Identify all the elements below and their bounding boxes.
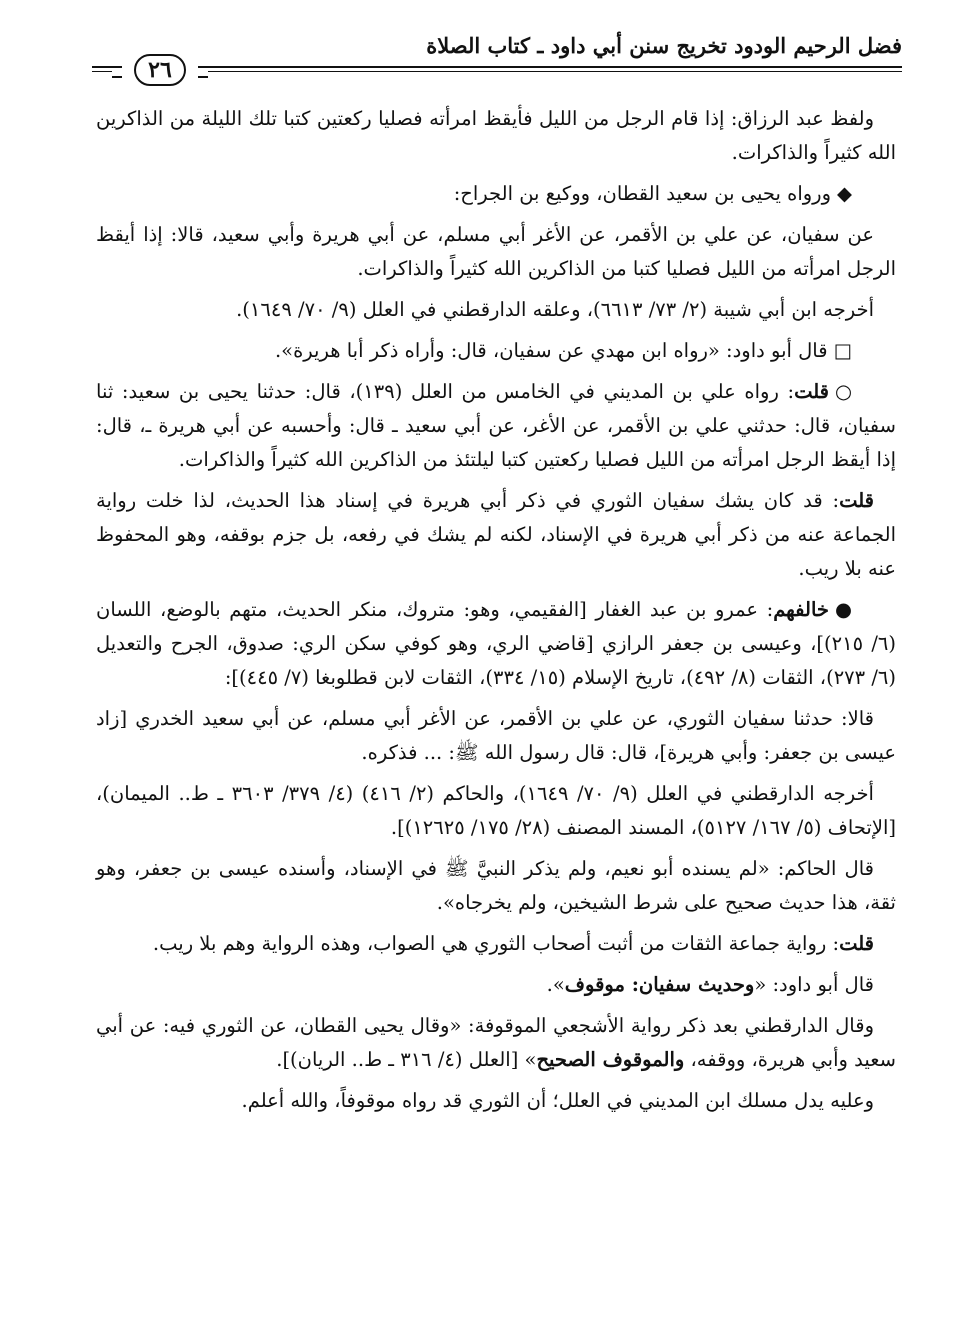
paragraph-text: أخرجه الدارقطني في العلل (٩/ ٧٠/ ١٦٤٩)، والحاكم (٢/ ٤١٦) (٤/ ٣٧٩/ ٣٦٠٣ ـ ط.. الميمان)، [الإتحاف (٥/ ١٦٧/ ٥١٢٧)، المسند المصنف (٢٨/ ١٧٥/ ١٢٦٢٥)]. — [96, 782, 896, 839]
paragraph-text: ». — [546, 973, 565, 996]
paragraph — [96, 102, 896, 170]
paragraph-text: ولفظ عبد الرزاق: إذا قام الرجل من الليل فأيقظ امرأته فصليا ركعتين كتبا تلك الليلة من الذاكرين الله كثيراً والذاكرات. — [96, 107, 896, 164]
paragraph — [96, 927, 896, 961]
paragraph-text: أخرجه ابن أبي شيبة (٢/ ٧٣/ ٦٦١٣)، وعلقه الدارقطني في العلل (٩/ ٧٠/ ١٦٤٩). — [236, 298, 874, 321]
paragraph-text: ورواه يحيى بن سعيد القطان، ووكيع بن الجراح: — [453, 182, 831, 205]
bold-term: قلت — [839, 932, 874, 955]
header-rule — [92, 66, 902, 70]
bold-term: خالفهم — [773, 598, 829, 621]
paragraph — [96, 1009, 896, 1077]
paragraph-text: : قد كان يشك سفيان الثوري في ذكر أبي هريرة في إسناد هذا الحديث، لذا خلت رواية الجماعة عنه من ذكر أبي هريرة في الإسناد، لكنه لم يشك في رفعه، بل جزم بوقفه، وهو المحفوظ عنه بلا ريب. — [96, 489, 896, 580]
paragraph — [96, 968, 896, 1002]
bold-term: وحديث سفيان: موقوف — [564, 973, 755, 996]
paragraph-text: قال أبو داود: « — [754, 973, 874, 996]
page-body — [96, 102, 896, 1125]
paragraph-text: قالا: حدثنا سفيان الثوري، عن علي بن الأقمر، عن الأغر أبي مسلم، عن أبي سعيد الخدري [زاد عيسى بن جعفر: وأبي هريرة]، قال: قال رسول الله ﷺ: ... فذكره. — [96, 707, 896, 764]
page-header — [92, 30, 902, 90]
bold-term: قلت — [839, 489, 874, 512]
paragraph — [96, 218, 896, 286]
paragraph-marker-icon: ○ — [835, 380, 853, 403]
paragraph — [96, 177, 896, 211]
paragraph — [96, 375, 896, 477]
paragraph-text: » [العلل (٤/ ٣١٦ ـ ط.. الريان)]. — [276, 1048, 537, 1071]
page-number: ٢٦ — [134, 54, 186, 86]
paragraph — [96, 484, 896, 586]
paragraph-text: قال أبو داود: «رواه ابن مهدي عن سفيان، قال: وأراه ذكر أبا هريرة». — [274, 339, 828, 362]
paragraph — [96, 852, 896, 920]
paragraph-text: : عمرو بن عبد الغفار [الفقيمي، وهو: متروك، منكر الحديث، متهم بالوضع، اللسان (٦/ ٢١٥)]، وعيسى بن جعفر الرازي [قاضي الري، وهو كوفي سكن الري: صدوق، الجرح والتعديل (٦/ ٢٧٣)، الثقات (٨/ ٤٩٢)، تاريخ الإسلام (١٥/ ٣٣٤)، الثقات لابن قطلوبغا (٧/ ٤٤٥)]: — [96, 598, 896, 689]
paragraph-text: عن سفيان، عن علي بن الأقمر، عن الأغر أبي مسلم، عن أبي هريرة وأبي سعيد، قالا: إذا أيقظ الرجل امرأته من الليل فصليا كتبا من الذاكرين الله كثيراً والذاكرات. — [96, 223, 896, 280]
paragraph-text: وقال الدارقطني بعد ذكر رواية الأشجعي الموقوفة: «وقال يحيى القطان، عن الثوري فيه: عن أبي سعيد وأبي هريرة، ووقفه، — [96, 1014, 896, 1071]
paragraph-text: : رواه علي بن المديني في الخامس من العلل (١٣٩)، قال: حدثنا يحيى بن سعيد: ثنا سفيان، قال: حدثني علي بن الأقمر، عن الأغر، عن أبي سعيد ـ قال: وأحسبه عن أبي هريرة ـ، قال: إذا أيقظ الرجل امرأته من الليل فصليا ركعتين كتبا ليلتئذ من الذاكرين الله كثيراً والذاكرات. — [96, 380, 896, 471]
running-title: فضل الرحيم الودود تخريج سنن أبي داود ـ كتاب الصلاة — [426, 33, 902, 58]
paragraph — [96, 1084, 896, 1118]
bold-term: والموقوف الصحيح — [536, 1048, 685, 1071]
paragraph — [96, 777, 896, 845]
paragraph — [96, 293, 896, 327]
paragraph-marker-icon: ◆ — [837, 182, 852, 205]
paragraph — [96, 702, 896, 770]
paragraph — [96, 593, 896, 695]
paragraph-marker-icon: □ — [833, 339, 852, 362]
paragraph — [96, 334, 896, 368]
paragraph-text: وعليه يدل مسلك ابن المديني في العلل؛ أن الثوري قد رواه موقوفاً، والله أعلم. — [241, 1089, 874, 1112]
header-rule-thin — [92, 71, 902, 72]
paragraph-text: : رواية جماعة الثقات من أثبت أصحاب الثوري هي الصواب، وهذه الرواية وهم بلا ريب. — [152, 932, 840, 955]
paragraph-marker-icon: ● — [834, 598, 852, 621]
paragraph-text: قال الحاكم: «لم يسنده أبو نعيم، ولم يذكر النبيَّ ﷺ في الإسناد، وأسنده عيسى بن جعفر، وهو ثقة، هذا حديث صحيح على شرط الشيخين، ولم يخرجاه». — [96, 857, 896, 914]
page-number-ornament — [112, 54, 208, 86]
bold-term: قلت — [794, 380, 829, 403]
